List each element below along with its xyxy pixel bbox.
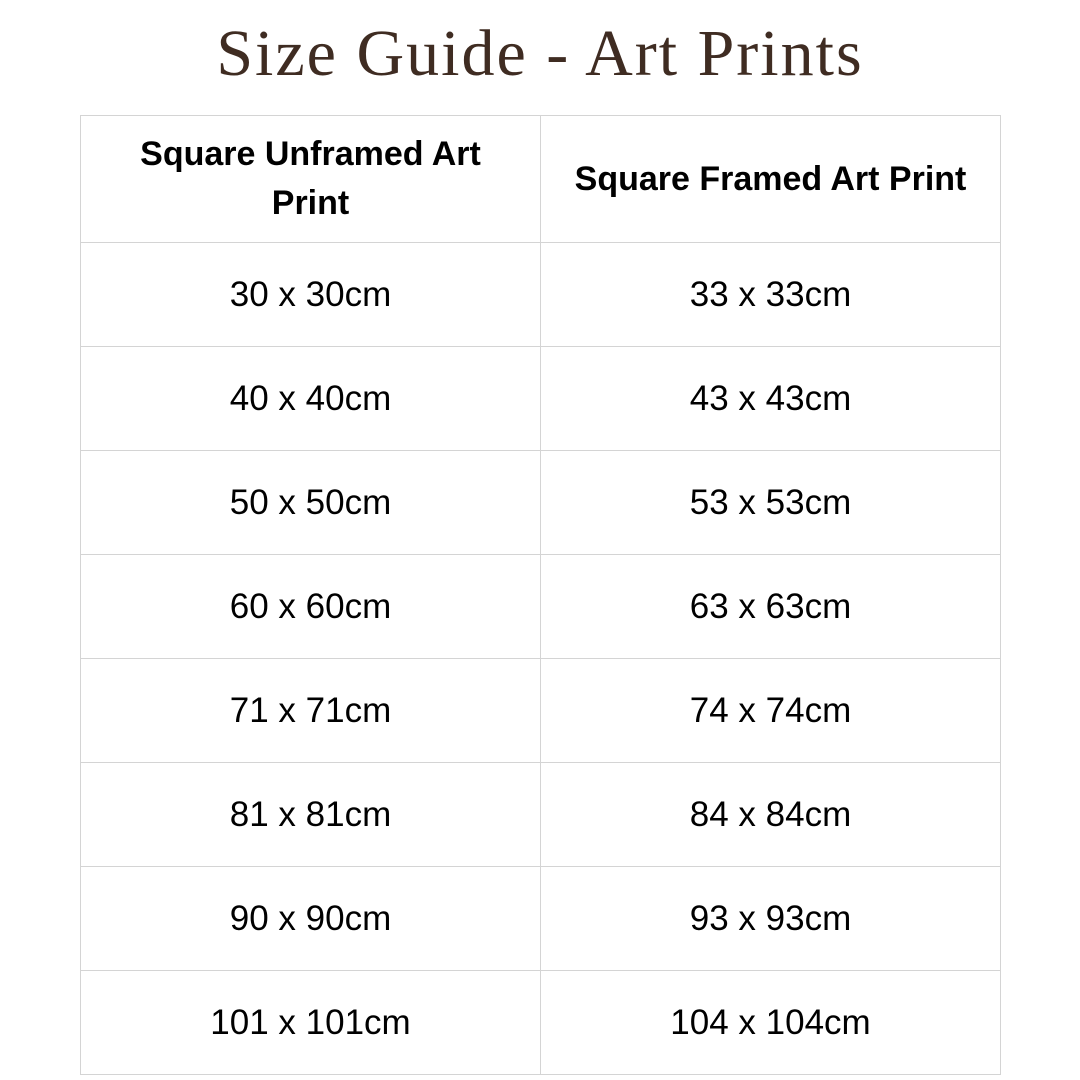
unframed-size-cell: 90 x 90cm bbox=[81, 867, 541, 971]
unframed-size-cell: 101 x 101cm bbox=[81, 971, 541, 1075]
table-row bbox=[81, 971, 1001, 1075]
table-row bbox=[81, 867, 1001, 971]
table-row bbox=[81, 555, 1001, 659]
table-row bbox=[81, 659, 1001, 763]
table-row bbox=[81, 243, 1001, 347]
unframed-size-cell: 50 x 50cm bbox=[81, 451, 541, 555]
framed-size-cell: 63 x 63cm bbox=[541, 555, 1001, 659]
framed-size-cell: 53 x 53cm bbox=[541, 451, 1001, 555]
framed-size-cell: 33 x 33cm bbox=[541, 243, 1001, 347]
framed-size-cell: 104 x 104cm bbox=[541, 971, 1001, 1075]
table-row bbox=[81, 347, 1001, 451]
table-row bbox=[81, 763, 1001, 867]
table-row bbox=[81, 451, 1001, 555]
unframed-size-cell: 60 x 60cm bbox=[81, 555, 541, 659]
framed-size-cell: 43 x 43cm bbox=[541, 347, 1001, 451]
page-title: Size Guide - Art Prints bbox=[216, 17, 864, 90]
unframed-size-cell: 30 x 30cm bbox=[81, 243, 541, 347]
unframed-size-cell: 71 x 71cm bbox=[81, 659, 541, 763]
column-header-framed: Square Framed Art Print bbox=[541, 116, 1001, 243]
framed-size-cell: 74 x 74cm bbox=[541, 659, 1001, 763]
framed-size-cell: 84 x 84cm bbox=[541, 763, 1001, 867]
unframed-size-cell: 40 x 40cm bbox=[81, 347, 541, 451]
unframed-size-cell: 81 x 81cm bbox=[81, 763, 541, 867]
size-table bbox=[80, 115, 1001, 1075]
framed-size-cell: 93 x 93cm bbox=[541, 867, 1001, 971]
column-header-unframed: Square Unframed Art Print bbox=[81, 116, 541, 243]
table-header-row bbox=[81, 116, 1001, 243]
